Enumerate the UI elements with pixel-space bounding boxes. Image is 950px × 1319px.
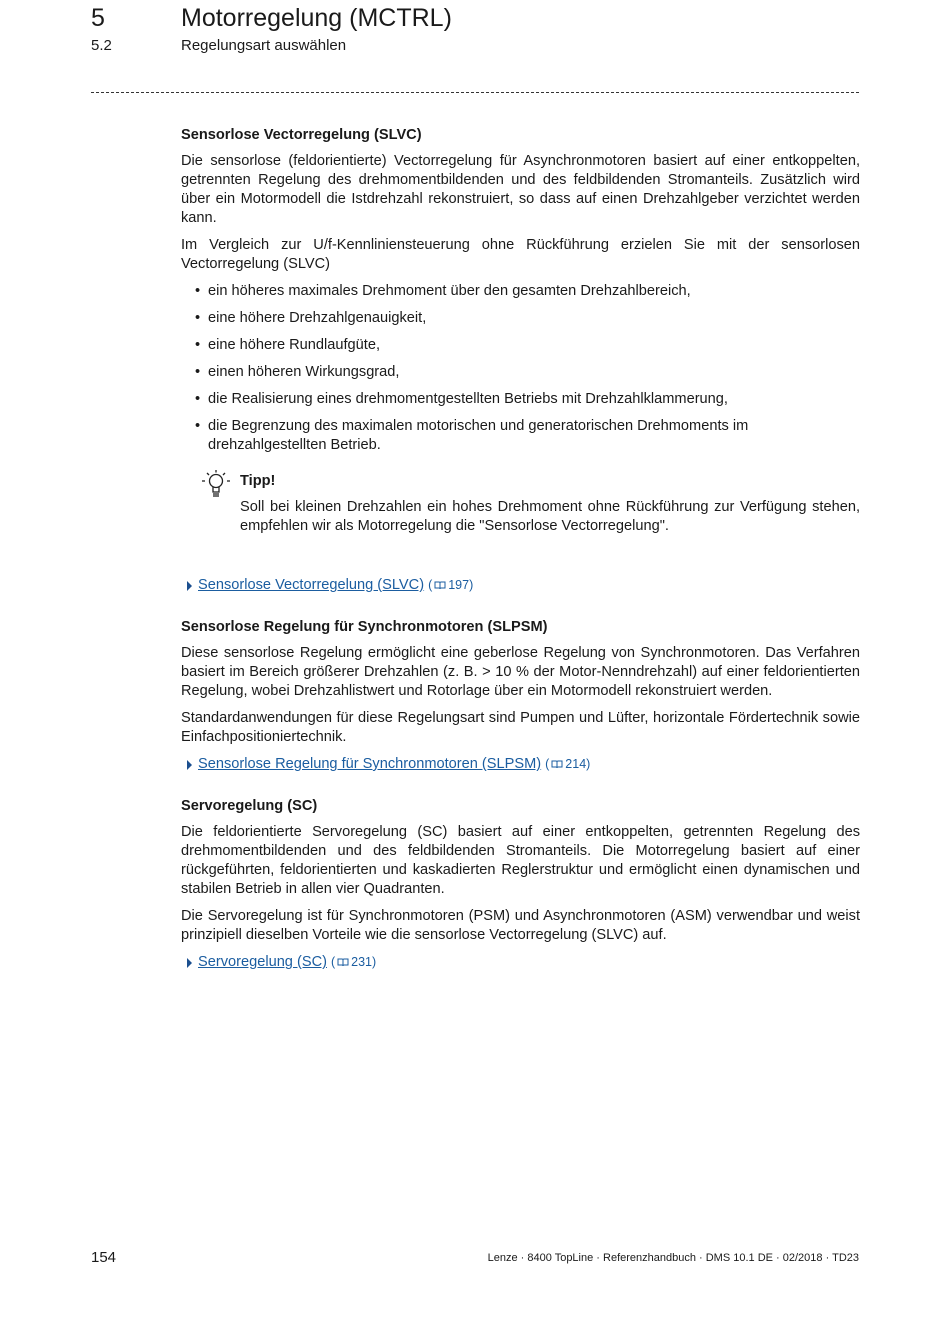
book-icon	[551, 760, 563, 769]
slvc-page-ref[interactable]: ( 197 )	[428, 576, 473, 595]
tip-box	[181, 472, 860, 536]
list-item	[181, 336, 860, 355]
list-item	[181, 417, 860, 455]
sc-paragraph-2: Die Servoregelung ist für Synchronmotoren (PSM) und Asynchronmotoren (ASM) verwendbar und weist prinzipiell dieselben Vorteile wie die sensorlose Vectorregelung (SLVC) auf.	[181, 908, 860, 943]
list-item	[181, 282, 860, 301]
page-number: 214	[565, 757, 587, 771]
slpsm-reference	[187, 755, 860, 774]
main-content	[181, 125, 860, 980]
page-number: 197	[448, 578, 470, 592]
bullet-icon: •	[195, 364, 201, 380]
slpsm-paragraph-2: Standardanwendungen für diese Regelungsart sind Pumpen und Lüfter, horizontale Fördertechnik sowie Einfachpositioniertechnik.	[181, 710, 860, 745]
slvc-link[interactable]: Sensorlose Vectorregelung (SLVC)	[198, 577, 425, 593]
book-icon	[434, 581, 446, 590]
sc-link[interactable]: Servoregelung (SC)	[198, 954, 327, 970]
list-item	[181, 363, 860, 382]
page-number-footer: 154	[91, 1249, 117, 1266]
bullet-icon: •	[195, 310, 201, 326]
list-item	[181, 309, 860, 328]
chapter-title: Motorregelung (MCTRL)	[181, 4, 452, 32]
slvc-heading: Sensorlose Vectorregelung (SLVC)	[181, 127, 422, 143]
sc-paragraph-1: Die feldorientierte Servoregelung (SC) basiert auf einer entkoppelten, getrennten Regelung des drehmomentbildenden und des feldbildenden Stromanteils. Die Motorregelung basiert auf einer rückgeführten, feldorientierten und kaskadierten Reglerstruktur und ermöglicht einen dynamischen und stabilen Betrieb in allen vier Quadranten.	[181, 824, 860, 897]
slvc-benefits-list	[181, 282, 860, 455]
bullet-icon: •	[195, 391, 201, 407]
lightbulb-icon	[199, 468, 233, 502]
list-item-text: eine höhere Rundlaufgüte,	[208, 337, 381, 353]
sc-reference	[187, 953, 860, 972]
list-item-text: die Begrenzung des maximalen motorischen und generatorischen Drehmoments im drehzahlgestellten Betrieb.	[208, 418, 749, 453]
bullet-icon: •	[195, 337, 201, 353]
tip-label: Tipp!	[240, 473, 276, 489]
list-item	[181, 390, 860, 409]
section-title: Regelungsart auswählen	[181, 37, 347, 54]
list-item-text: einen höheren Wirkungsgrad,	[208, 364, 400, 380]
triangle-right-icon	[187, 760, 192, 770]
slpsm-link[interactable]: Sensorlose Regelung für Synchronmotoren (SLPSM)	[198, 756, 542, 772]
header-divider	[91, 92, 859, 93]
section-number: 5.2	[91, 37, 112, 54]
document-info: Lenze · 8400 TopLine · Referenzhandbuch · DMS 10.1 DE · 02/2018 · TD23	[487, 1252, 859, 1264]
slpsm-page-ref[interactable]: ( 214 )	[545, 755, 590, 774]
list-item-text: eine höhere Drehzahlgenauigkeit,	[208, 310, 427, 326]
bullet-icon: •	[195, 418, 201, 434]
sc-page-ref[interactable]: ( 231 )	[331, 953, 376, 972]
tip-text: Soll bei kleinen Drehzahlen ein hohes Drehmoment ohne Rückführung zur Verfügung stehen, empfehlen wir als Motorregelung die "Sensorlose Vectorregelung".	[240, 499, 860, 534]
page-number: 231	[351, 955, 373, 969]
slvc-paragraph-1: Die sensorlose (feldorientierte) Vectorregelung für Asynchronmotoren basiert auf einer entkoppelten, getrennten Regelung des drehmomentbildenden und des feldbildenden Stromanteils. Zusätzlich wird über ein Motormodell die Istdrehzahl rekonstruiert, so dass auf einen Drehzahlgeber verzichtet werden kann.	[181, 153, 860, 226]
slvc-reference	[187, 576, 860, 595]
triangle-right-icon	[187, 958, 192, 968]
triangle-right-icon	[187, 581, 192, 591]
chapter-number: 5	[91, 4, 105, 32]
sc-heading: Servoregelung (SC)	[181, 798, 318, 814]
slpsm-heading: Sensorlose Regelung für Synchronmotoren (SLPSM)	[181, 619, 548, 635]
slpsm-paragraph-1: Diese sensorlose Regelung ermöglicht eine geberlose Regelung von Synchronmotoren. Das Verfahren basiert im Bereich größerer Drehzahlen (z. B. > 10 % der Motor-Nenndrehzahl) auf einer feldorientierten Regelung, wobei Drehzahlistwert und Rotorlage über ein Motormodell rekonstruiert werden.	[181, 645, 860, 699]
list-item-text: die Realisierung eines drehmomentgestellten Betriebs mit Drehzahlklammerung,	[208, 391, 728, 407]
book-icon	[337, 958, 349, 967]
list-item-text: ein höheres maximales Drehmoment über den gesamten Drehzahlbereich,	[208, 283, 691, 299]
slvc-paragraph-2: Im Vergleich zur U/f-Kennliniensteuerung ohne Rückführung erzielen Sie mit der sensorlosen Vectorregelung (SLVC)	[181, 237, 860, 272]
bullet-icon: •	[195, 283, 201, 299]
